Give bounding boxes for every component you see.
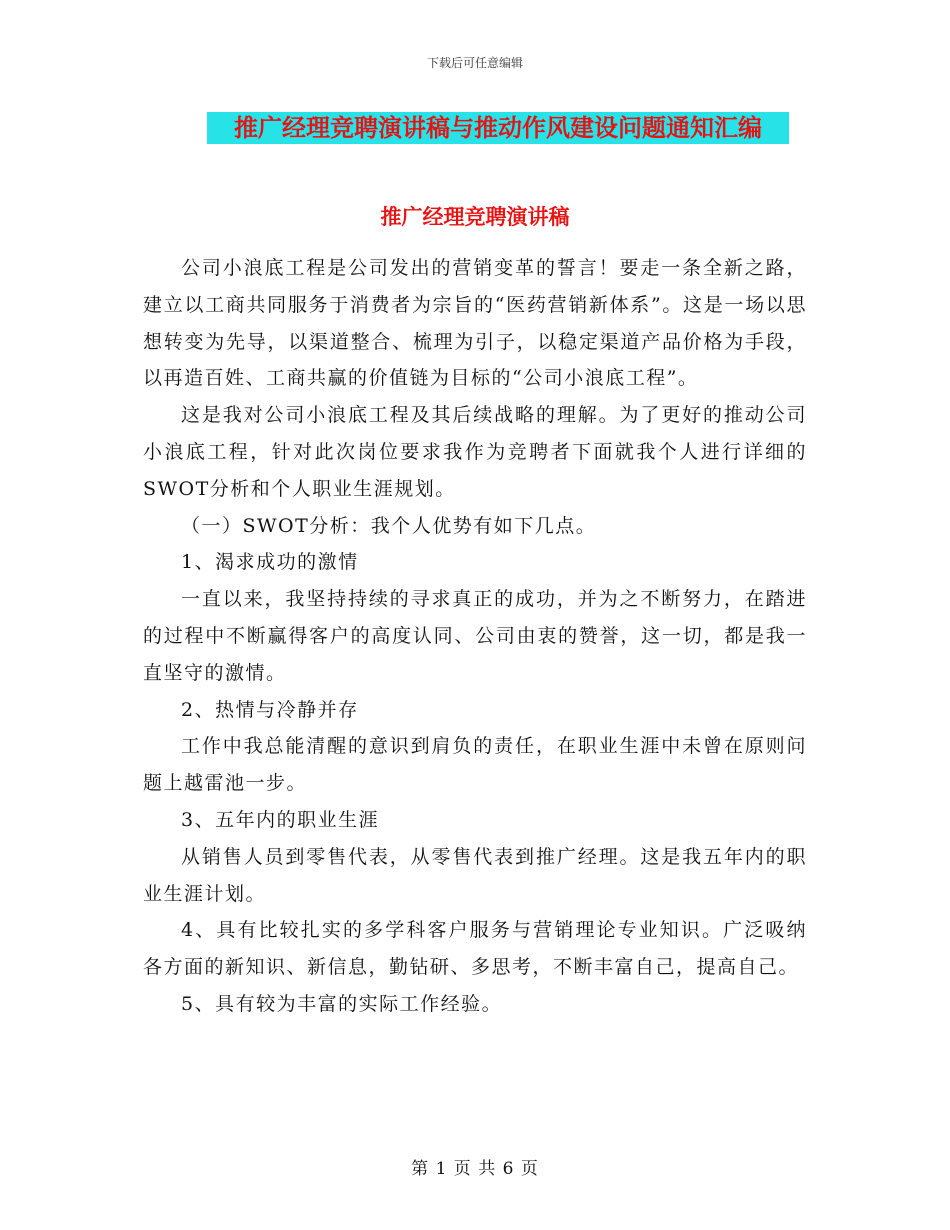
- page-header-note: 下载后可任意编辑: [426, 56, 523, 70]
- paragraph: 1、渴求成功的激情: [181, 551, 359, 574]
- paragraph: 从销售人员到零售代表，从零售代表到推广经理。这是我五年内的职业生涯计划。: [143, 845, 807, 905]
- paragraph: 3、五年内的职业生涯: [181, 808, 380, 831]
- paragraph: 5、具有较为丰富的实际工作经验。: [181, 992, 503, 1015]
- paragraph: （一）SWOT分析：我个人优势有如下几点。: [181, 514, 597, 537]
- page-number-footer: 第 1 页 共 6 页: [411, 1159, 539, 1179]
- paragraph: 工作中我总能清醒的意识到肩负的责任，在职业生涯中未曾在原则问题上越雷池一步。: [143, 735, 807, 795]
- paragraph: 这是我对公司小浪底工程及其后续战略的理解。为了更好的推动公司小浪底工程，针对此次岗位要求我作为竞聘者下面就我个人进行详细的SWOT分析和个人职业生涯规划。: [143, 404, 807, 500]
- document-body: [143, 250, 807, 1023]
- paragraph: 4、具有比较扎实的多学科客户服务与营销理论专业知识。广泛吸纳各方面的新知识、新信息，勤钻研、多思考，不断丰富自己，提高自己。: [143, 919, 807, 979]
- paragraph: 2、热情与冷静并存: [181, 698, 359, 721]
- section-title: 推广经理竞聘演讲稿: [380, 204, 570, 229]
- paragraph: 公司小浪底工程是公司发出的营销变革的誓言！要走一条全新之路，建立以工商共同服务于消费者为宗旨的“医药营销新体系”。这是一场以思想转变为先导，以渠道整合、梳理为引子，以稳定渠道产品价格为手段，以再造百姓、工商共赢的价值链为目标的“公司小浪底工程”。: [143, 257, 807, 390]
- paragraph: 一直以来，我坚持持续的寻求真正的成功，并为之不断努力，在踏进的过程中不断赢得客户的高度认同、公司由衷的赞誉，这一切，都是我一直坚守的激情。: [143, 588, 807, 684]
- document-main-title: 推广经理竞聘演讲稿与推动作风建设问题通知汇编: [207, 112, 789, 144]
